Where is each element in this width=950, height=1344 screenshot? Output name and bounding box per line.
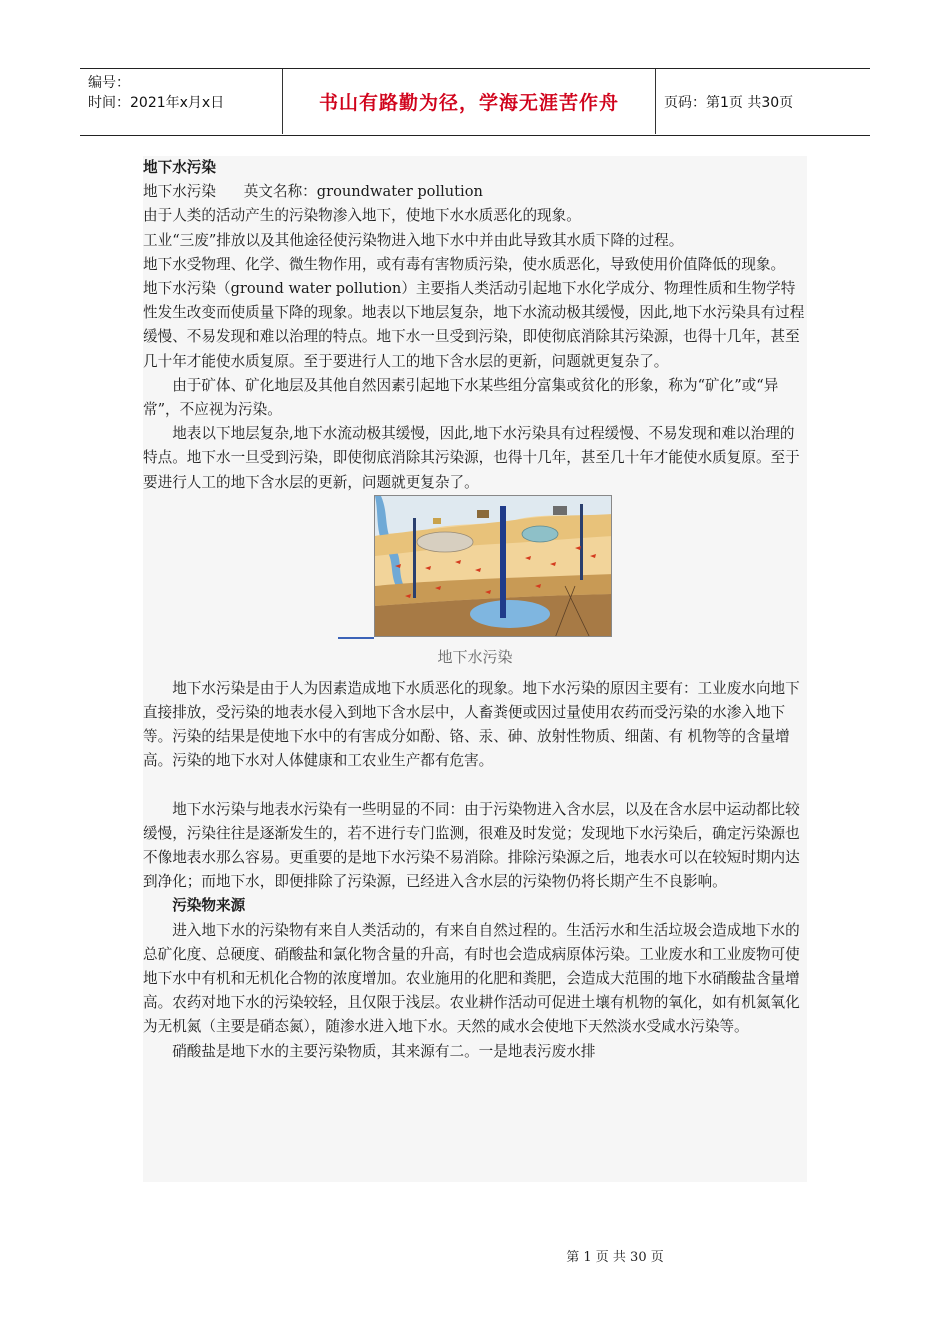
- page-footer: 第 1 页 共 30 页: [566, 1250, 664, 1265]
- definition-4: 地下水污染（ground water pollution）主要指人类活动引起地下水化学成分、物理性质和生物学特性发生改变而使质量下降的现象。地表以下地层复杂，地下水流动极其缓慢，因此,地下水污染具有过程缓慢、不易发现和难以治理的特点。地下水一旦受到污染，即使彻底消除其污染源，也得十几年，甚至几十年才能使水质复原。至于要进行人工的地下含水层的更新，问题就更复杂了。: [143, 280, 805, 370]
- header-meta: [88, 73, 284, 113]
- caption-underline: [338, 637, 374, 639]
- paragraph-complexity: 地表以下地层复杂,地下水流动极其缓慢，因此,地下水污染具有过程缓慢、不易发现和难以治理的特点。地下水一旦受到污染，即使彻底消除其污染源，也得十几年，甚至几十年才能使水质复原。至于要进行人工的地下含水层的更新，问题就更复杂了。: [143, 425, 800, 491]
- figure: [143, 495, 807, 677]
- paragraph-causes: 地下水污染是由于人为因素造成地下水质恶化的现象。地下水污染的原因主要有：工业废水向地下直接排放，受污染的地表水侵入到地下含水层中，人畜粪便或因过量使用农药而受污染的水渗入地下等。污染的结果是使地下水中的有害成分如酚、铬、汞、砷、放射性物质、细菌、有 机物等的含量增高。污染的地下水对人体健康和工农业生产都有危害。: [143, 679, 800, 770]
- time-label: 时间：2021年x月x日: [88, 95, 225, 111]
- figure-caption: 地下水污染: [437, 647, 513, 666]
- document-header: [80, 68, 870, 136]
- section-heading-sources: 污染物来源: [172, 897, 246, 915]
- paragraph-difference: 地下水污染与地表水污染有一些明显的不同：由于污染物进入含水层，以及在含水层中运动都比较缓慢，污染往往是逐渐发生的，若不进行专门监测，很难及时发觉；发现地下水污染后，确定污染源也不像地表水那么容易。更重要的是地下水污染不易消除。排除污染源之后，地表水可以在较短时期内达到净化；而地下水，即便排除了污染源，已经进入含水层的污染物仍将长期产生不良影响。: [143, 800, 800, 891]
- definition-2: 工业“三废”排放以及其他途径使污染物进入地下水中并由此导致其水质下降的过程。: [143, 231, 684, 249]
- english-name-line: 地下水污染 英文名称：groundwater pollution: [143, 183, 483, 201]
- header-motto: 书山有路勤为径，学海无涯苦作舟: [282, 69, 656, 134]
- header-page-info: 页码：第1页 共30页: [664, 95, 794, 111]
- definition-3: 地下水受物理、化学、微生物作用，或有毒有害物质污染，使水质恶化，导致使用价值降低的现象。: [143, 255, 786, 273]
- article-body: [143, 156, 807, 1182]
- definition-1: 由于人类的活动产生的污染物渗入地下，使地下水水质恶化的现象。: [143, 207, 581, 225]
- paragraph-mineralization: 由于矿体、矿化地层及其他自然因素引起地下水某些组分富集或贫化的形象，称为“矿化”或“异常”，不应视为污染。: [143, 376, 779, 419]
- groundwater-pollution-diagram: [374, 495, 612, 637]
- paragraph-nitrate: 硝酸盐是地下水的主要污染物质，其来源有二。一是地表污废水排: [172, 1042, 596, 1060]
- article-title: 地下水污染: [143, 159, 216, 176]
- serial-label: 编号：: [88, 75, 130, 91]
- paragraph-sources: 进入地下水的污染物有来自人类活动的，有来自自然过程的。生活污水和生活垃圾会造成地下水的总矿化度、总硬度、硝酸盐和氯化物含量的升高，有时也会造成病原体污染。工业废水和工业废物可使地下水中有机和无机化合物的浓度增加。农业施用的化肥和粪肥，会造成大范围的地下水硝酸盐含量增高。农药对地下水的污染较轻，且仅限于浅层。农业耕作活动可促进土壤有机物的氧化，如有机氮氧化为无机氮（主要是硝态氮），随渗水进入地下水。天然的咸水会使地下天然淡水受咸水污染等。: [143, 921, 800, 1036]
